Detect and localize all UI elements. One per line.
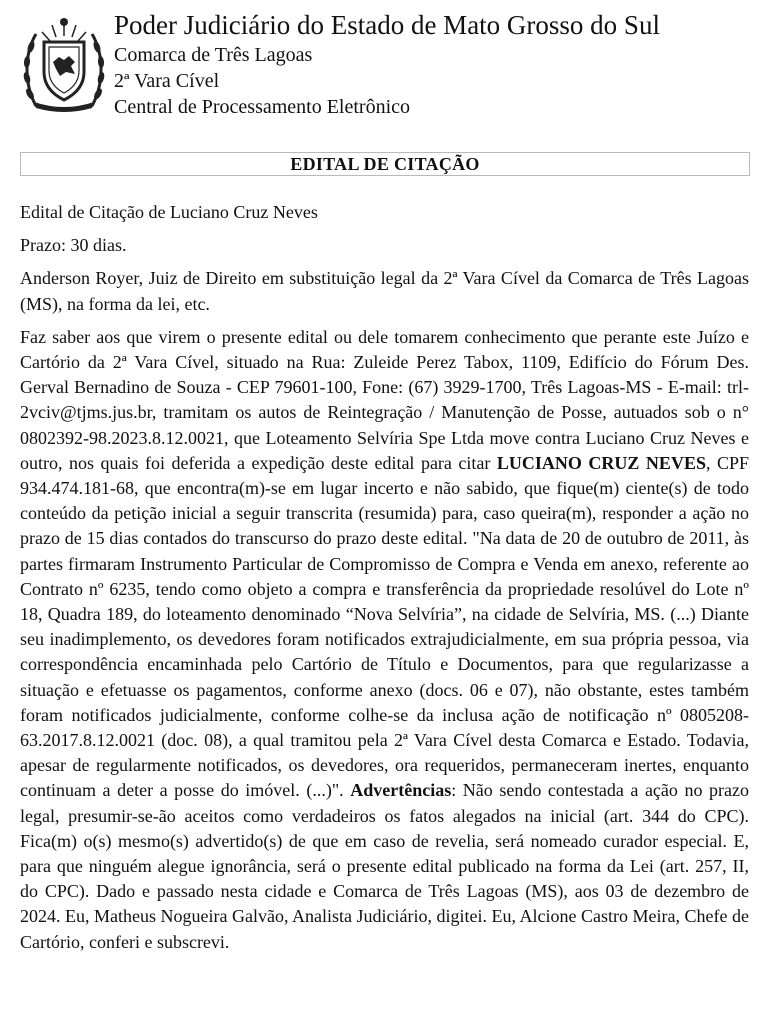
main-paragraph [20, 325, 749, 955]
comarca-name: Comarca de Três Lagoas [114, 44, 313, 66]
vara-name: 2ª Vara Cível [114, 70, 220, 92]
document-body [20, 200, 749, 963]
main-text-part-2: , CPF 934.474.181-68, que encontra(m)-se em lugar incerto e não sabido, que fique(m) ciente(s) de todo conteúdo da petição inicial a seguir transcrita (resumida) para, caso queira(m), responder a ação no prazo de 15 dias contados do transcurso do prazo deste edital. "Na data de 20 de outubro de 2011, às partes firmaram Instrumento Particular de Compromisso de Compra e Venda em anexo, referente ao Contrato nº 6235, tendo como objeto a compra e transferência da propriedade resolúvel do Lote nº 18, Quadra 189, do loteamento denominado “Nova Selvíria”, na cidade de Selvíria, MS. (...) Diante seu inadimplemento, os devedores foram notificados extrajudicialmente, em sua própria pessoa, via correspondência encaminhada pelo Cartório de Título e Documentos, para que regularizasse a situação e efetuasse os pagamentos, conforme anexo (docs. 06 e 07), não obstante, estes também foram notificados judicialmente, conforme colhe-se da inclusa ação de notificação nº 0805208-63.2017.8.12.0021 (doc. 08), a qual tramitou pela 2ª Vara Cível desta Comarca e Estado. Todavia, apesar de regularmente notificados, os devedores, ora requeridos, permaneceram inertes, enquanto continuam a deter a posse do imóvel. (...)". [20, 452, 750, 801]
document-header [18, 8, 758, 118]
warnings-label: Advertências [350, 780, 452, 801]
judge-paragraph: Anderson Royer, Juiz de Direito em substituição legal da 2ª Vara Cível da Comarca de Três Lagoas (MS), na forma da lei, etc. [20, 268, 749, 314]
header-text-block [114, 8, 660, 120]
defendant-name: LUCIANO CRUZ NEVES [496, 452, 706, 473]
edital-subject: Edital de Citação de Luciano Cruz Neves [20, 202, 318, 222]
document-title: EDITAL DE CITAÇÃO [20, 152, 750, 176]
coat-of-arms-icon [22, 14, 106, 112]
main-text-part-1: Faz saber aos que virem o presente edital ou dele tomarem conhecimento que perante este Juízo e Cartório da 2ª Vara Cível, situado na Rua: Zuleide Perez Tabox, 1109, Edifício do Fórum Des. Gerval Bernadino de Souza - CEP 79601-100, Fone: (67) 3929-1700, Três Lagoas-MS - E-mail: trl-2vciv@tjms.jus.br, tramitam os autos de Reintegração / Manutenção de Posse, autuados sob o n° 0802392-98.2023.8.12.0021, que Loteamento Selvíria Spe Ltda move contra Luciano Cruz Neves e outro, nos quais foi deferida a expedição deste edital para citar [20, 326, 749, 473]
central-name: Central de Processamento Eletrônico [114, 96, 411, 118]
main-text-part-3: : Não sendo contestada a ação no prazo legal, presumir-se-ão aceitos como verdadeiros os fatos alegados na inicial (art. 344 do CPC). Fica(m) o(s) mesmo(s) advertido(s) de que em caso de revelia, será nomeado curador especial. E, para que ninguém alegue ignorância, será o presente edital publicado na forma da Lei (art. 257, II, do CPC). Dado e passado nesta cidade e Comarca de Três Lagoas (MS), aos 03 de dezembro de 2024. Eu, Matheus Nogueira Galvão, Analista Judiciário, digitei. Eu, Alcione Castro Meira, Chefe de Cartório, conferi e subscrevi. [20, 780, 749, 952]
deadline-text: Prazo: 30 dias. [20, 235, 127, 256]
organization-name: Poder Judiciário do Estado de Mato Grosso do Sul [114, 10, 660, 40]
